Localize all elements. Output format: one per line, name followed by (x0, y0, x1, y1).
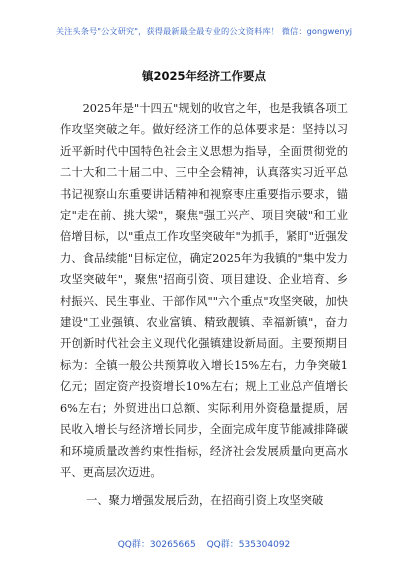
footer-qq-group-2: QQ群：535304092 (206, 540, 291, 550)
header-promo-note: 关注头条号"公文研究"，获得最新最全最专业的公文资料库！ 微信：gongwenyj (55, 26, 353, 36)
section-heading: 一、聚力增强发展后劲，在招商引资上攻坚突破 (86, 494, 324, 507)
footer (0, 537, 408, 550)
body-paragraph: 2025年是"十四五"规划的收官之年，也是我镇各项工作攻坚突破之年。做好经济工作的总体要求是：坚持以习近平新时代中国特色社会主义思想为指导，全面贯彻党的二十大和二十届二中、三中全会精神，认真落实习近平总书记视察山东重要讲话精神和视察枣庄重要指示要求，锚定"走在前、挑大梁"，聚焦"强工兴产、项目突破"和工业倍增目标，以"重点工作攻坚突破年"为抓手，紧盯"近强发力、食品续能"目标定位，确定2025年为我镇的"集中发力攻坚突破年"，聚焦"招商引资、项目建设、企业培育、乡村振兴、民生事业、干部作风""六个重点"攻坚突破，加快建设"工业强镇、农业富镇、精致靓镇、幸福新镇"，奋力开创新时代社会主义现代化强镇建设新局面。主要预期目标为：全镇一般公共预算收入增长15%左右，力争突破1亿元；固定资产投资增长10%左右；规上工业总产值增长6%左右；外贸进出口总额、实际利用外资稳量提质，居民收入增长与经济增长同步，全面完成年度节能减排降碳和环境质量改善约束性指标，经济社会发展质量向更高水平、更高层次迈进。 (60, 102, 348, 479)
footer-qq-group-1: QQ群：30265665 (117, 540, 196, 550)
document-title: 镇2025年经济工作要点 (141, 69, 266, 83)
